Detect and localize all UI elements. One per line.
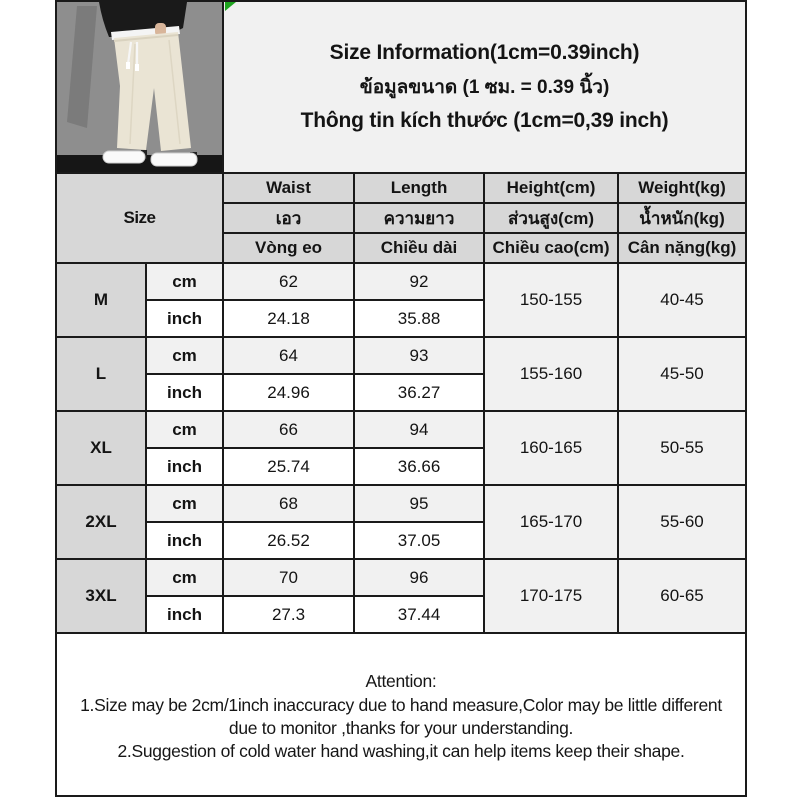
col-header-waist-th: เอว [223, 203, 354, 233]
waist-inch-value: 24.96 [223, 374, 354, 411]
unit-inch-label: inch [146, 448, 223, 485]
length-inch-value: 36.27 [354, 374, 484, 411]
waist-cm-value: 68 [223, 485, 354, 522]
height-range-value: 160-165 [484, 411, 618, 485]
col-header-waist-en: Waist [223, 173, 354, 203]
col-header-weight-en: Weight(kg) [618, 173, 746, 203]
col-header-height-en: Height(cm) [484, 173, 618, 203]
unit-cm-label: cm [146, 559, 223, 596]
attention-note-2: 2.Suggestion of cold water hand washing,it can help items keep their shape. [117, 741, 685, 762]
title-vietnamese: Thông tin kích thước (1cm=0,39 inch) [300, 109, 669, 132]
weight-range-value: 50-55 [618, 411, 746, 485]
size-label-3xl: 3XL [56, 559, 146, 633]
col-header-weight-th: น้ำหนัก(kg) [618, 203, 746, 233]
waist-cm-value: 66 [223, 411, 354, 448]
unit-inch-label: inch [146, 596, 223, 633]
unit-cm-label: cm [146, 263, 223, 300]
waist-inch-value: 26.52 [223, 522, 354, 559]
table-row-m-cm [56, 263, 746, 300]
table-row-xl-cm [56, 411, 746, 448]
unit-cm-label: cm [146, 337, 223, 374]
title-thai: ข้อมูลขนาด (1 ซม. = 0.39 นิ้ว) [359, 77, 610, 98]
header-row-english [56, 173, 746, 203]
size-label-m: M [56, 263, 146, 337]
table-row-l-cm [56, 337, 746, 374]
waist-inch-value: 24.18 [223, 300, 354, 337]
waist-inch-value: 25.74 [223, 448, 354, 485]
height-range-value: 155-160 [484, 337, 618, 411]
length-cm-value: 93 [354, 337, 484, 374]
unit-inch-label: inch [146, 522, 223, 559]
weight-range-value: 45-50 [618, 337, 746, 411]
height-range-value: 165-170 [484, 485, 618, 559]
photo-title-row [56, 1, 746, 173]
weight-range-value: 55-60 [618, 485, 746, 559]
attention-note-1: 1.Size may be 2cm/1inch inaccuracy due to hand measure,Color may be little different due to monitor ,thanks for your understanding. [80, 694, 722, 738]
green-corner-icon [225, 2, 236, 11]
attention-row [56, 633, 746, 796]
size-header: Size [56, 173, 223, 263]
waist-cm-value: 62 [223, 263, 354, 300]
size-label-xl: XL [56, 411, 146, 485]
col-header-waist-vi: Vòng eo [223, 233, 354, 263]
length-cm-value: 94 [354, 411, 484, 448]
height-range-value: 170-175 [484, 559, 618, 633]
drawstring-tip-right [135, 64, 139, 71]
unit-inch-label: inch [146, 374, 223, 411]
length-inch-value: 36.66 [354, 448, 484, 485]
size-label-2xl: 2XL [56, 485, 146, 559]
product-photo [56, 1, 223, 173]
col-header-height-th: ส่วนสูง(cm) [484, 203, 618, 233]
title-block [223, 1, 746, 173]
col-header-weight-vi: Cân nặng(kg) [618, 233, 746, 263]
unit-inch-label: inch [146, 300, 223, 337]
weight-range-value: 40-45 [618, 263, 746, 337]
waist-inch-value: 27.3 [223, 596, 354, 633]
unit-cm-label: cm [146, 485, 223, 522]
length-inch-value: 37.05 [354, 522, 484, 559]
table-row-3xl-cm [56, 559, 746, 596]
col-header-height-vi: Chiều cao(cm) [484, 233, 618, 263]
col-header-length-en: Length [354, 173, 484, 203]
size-table [55, 0, 747, 797]
height-range-value: 150-155 [484, 263, 618, 337]
length-cm-value: 96 [354, 559, 484, 596]
waist-cm-value: 64 [223, 337, 354, 374]
table-row-2xl-cm [56, 485, 746, 522]
length-cm-value: 95 [354, 485, 484, 522]
size-label-l: L [56, 337, 146, 411]
attention-block [56, 633, 746, 796]
weight-range-value: 60-65 [618, 559, 746, 633]
model-photo-illustration [57, 2, 222, 172]
unit-cm-label: cm [146, 411, 223, 448]
waist-cm-value: 70 [223, 559, 354, 596]
sneaker-right [151, 153, 197, 166]
col-header-length-vi: Chiều dài [354, 233, 484, 263]
length-inch-value: 35.88 [354, 300, 484, 337]
col-header-length-th: ความยาว [354, 203, 484, 233]
title-stack [230, 41, 739, 133]
title-english: Size Information(1cm=0.39inch) [329, 41, 640, 64]
drawstring-tip-left [126, 62, 130, 69]
attention-heading: Attention: [365, 671, 437, 692]
length-inch-value: 37.44 [354, 596, 484, 633]
length-cm-value: 92 [354, 263, 484, 300]
sneaker-left [103, 151, 145, 163]
